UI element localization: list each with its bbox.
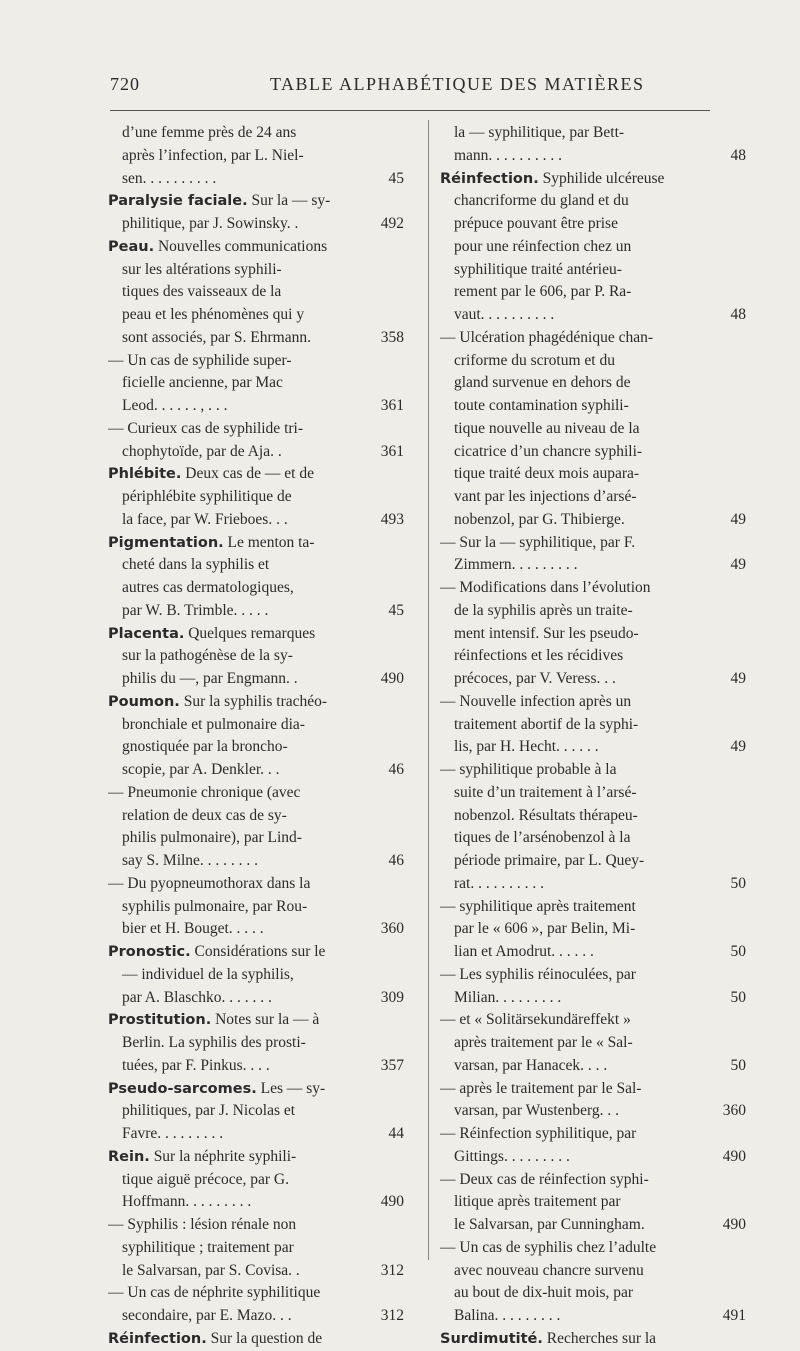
entry-text: le Salvarsan, par S. Covisa. . — [122, 1261, 300, 1279]
entry-text: — Réinfection syphilitique, par — [440, 1125, 637, 1142]
entry-text: varsan, par Hanacek. . . . — [454, 1056, 608, 1074]
entry-headword: Pronostic. — [108, 944, 191, 960]
entry-line: avec nouveau chancre survenu — [454, 1261, 644, 1279]
entry-last-line — [440, 1100, 746, 1123]
entry-text: — Du pyopneumothorax dans la — [108, 874, 311, 892]
entry-line: prépuce pouvant être prise — [454, 215, 618, 232]
entry-last-line — [440, 1305, 746, 1328]
entry-line: sur les altérations syphili- — [122, 260, 282, 278]
entry-line: cheté dans la syphilis et — [122, 556, 270, 574]
page-reference: 360 — [722, 1102, 746, 1120]
entry-last-line — [440, 736, 746, 759]
entry-line: tique traité deux mois aupara- — [454, 465, 640, 483]
entry-line: gland survenue en dehors de — [454, 374, 631, 392]
entry-text: Deux cas de — et de — [181, 465, 314, 483]
page-reference: 45 — [388, 169, 404, 187]
entry-text: Considérations sur le — [190, 943, 326, 960]
page-reference: 361 — [380, 442, 404, 460]
entry-text: secondaire, par E. Mazo. . . — [122, 1307, 292, 1324]
entry-line: après traitement par le « Sal- — [454, 1034, 633, 1051]
entry-first-line — [108, 1328, 404, 1351]
index-entry — [108, 1146, 404, 1214]
index-entry — [440, 1009, 746, 1077]
page-reference: 46 — [388, 761, 404, 778]
entry-first-line — [108, 532, 404, 555]
index-entry — [440, 691, 746, 759]
entry-line: de la syphilis après un traite- — [454, 601, 633, 619]
entry-first-line — [108, 418, 404, 441]
entry-last-line — [108, 918, 404, 941]
index-entry — [440, 964, 746, 1010]
index-entry — [440, 168, 746, 327]
entry-text: Recherches sur la — [542, 1329, 657, 1347]
entry-text: Sur la néphrite syphili- — [149, 1147, 297, 1165]
entry-text: Sur la — sy- — [247, 192, 331, 210]
entry-first-line — [440, 964, 746, 987]
entry-line: cicatrice d’un chancre syphili- — [454, 442, 643, 460]
entry-headword: Pigmentation. — [108, 534, 224, 551]
index-column-right — [440, 122, 746, 1351]
entry-text: bier et H. Bouget. . . . . — [122, 920, 264, 938]
entry-first-line — [440, 691, 746, 714]
entry-last-line — [108, 987, 404, 1010]
entry-text: varsan, par Wustenberg. . . — [454, 1102, 619, 1120]
entry-first-line — [440, 1009, 746, 1032]
entry-last-line — [440, 1055, 746, 1078]
index-entry — [440, 122, 746, 168]
entry-line: nobenzol. Résultats thérapeu- — [454, 806, 638, 824]
entry-text: Gittings. . . . . . . . . — [454, 1147, 570, 1165]
page-title: TABLE ALPHABÉTIQUE DES MATIÈRES — [270, 74, 645, 94]
entry-line: périphlébite syphilitique de — [122, 488, 292, 505]
entry-line: gnostiquée par la broncho- — [122, 738, 288, 756]
index-entry — [440, 1123, 746, 1169]
entry-first-line — [440, 532, 746, 555]
entry-text: Leod. . . . . . , . . . — [122, 397, 228, 414]
entry-first-line — [108, 190, 404, 213]
entry-text: scopie, par A. Denkler. . . — [122, 761, 280, 778]
index-entry — [108, 873, 404, 941]
entry-first-line — [440, 168, 746, 191]
entry-last-line — [440, 1146, 746, 1169]
entry-line: chancriforme du gland et du — [454, 192, 629, 210]
page-reference: 49 — [730, 670, 746, 687]
index-entry — [440, 759, 746, 896]
entry-last-line — [108, 168, 404, 191]
page-reference: 49 — [730, 556, 746, 574]
index-entry — [108, 691, 404, 782]
entry-text: — Un cas de syphilis chez l’adulte — [440, 1238, 657, 1256]
index-entry — [440, 532, 746, 578]
entry-line: d’une femme près de 24 ans — [122, 124, 297, 141]
entry-text: Syphilide ulcéreuse — [538, 169, 665, 187]
page-reference: 312 — [380, 1261, 404, 1279]
entry-text: philitique, par J. Sowinsky. . — [122, 215, 299, 232]
entry-line: tique nouvelle au niveau de la — [454, 419, 640, 437]
entry-headword: Réinfection. — [108, 1330, 207, 1347]
running-header — [110, 74, 710, 98]
entry-text: par W. B. Trimble. . . . . — [122, 601, 269, 619]
entry-first-line — [108, 873, 404, 896]
index-entry — [108, 236, 404, 350]
entry-text: — Syphilis : lésion rénale non — [108, 1216, 297, 1233]
entry-line: ment intensif. Sur les pseudo- — [454, 624, 639, 642]
index-entry — [108, 190, 404, 236]
page-reference: 50 — [730, 943, 746, 960]
page-reference: 361 — [380, 397, 404, 414]
entry-last-line — [108, 1123, 404, 1146]
entry-text: Le menton ta- — [223, 533, 315, 551]
page-reference: 309 — [380, 988, 404, 1006]
index-entry — [108, 1078, 404, 1146]
entry-line: tique aiguë précoce, par G. — [122, 1170, 289, 1188]
entry-text: Balina. . . . . . . . . — [454, 1307, 561, 1324]
entry-first-line — [108, 941, 404, 964]
entry-last-line — [440, 668, 746, 691]
entry-headword: Phlébite. — [108, 466, 182, 483]
entry-last-line — [108, 1055, 404, 1078]
index-entry — [108, 782, 404, 873]
entry-line: vant par les injections d’arsé- — [454, 488, 637, 505]
entry-line: suite d’un traitement à l’arsé- — [454, 783, 637, 801]
index-entry — [108, 1214, 404, 1282]
entry-last-line — [108, 1260, 404, 1283]
index-entry — [440, 1078, 746, 1124]
entry-first-line — [108, 1146, 404, 1169]
index-entry — [440, 896, 746, 964]
entry-line: au bout de dix-huit mois, par — [454, 1284, 634, 1302]
page-reference: 493 — [380, 510, 404, 528]
entry-line: — individuel de la syphilis, — [122, 965, 294, 983]
entry-text: — Un cas de néphrite syphilitique — [108, 1284, 321, 1302]
page-reference: 358 — [380, 328, 404, 346]
entry-last-line — [440, 304, 746, 327]
entry-last-line — [108, 850, 404, 873]
entry-text: sont associés, par S. Ehrmann. — [122, 328, 311, 346]
entry-first-line — [108, 623, 404, 646]
entry-line: philis pulmonaire), par Lind- — [122, 829, 302, 847]
entry-first-line — [108, 1214, 404, 1237]
entry-last-line — [108, 600, 404, 623]
entry-line: litique après traitement par — [454, 1193, 621, 1211]
entry-first-line — [108, 1282, 404, 1305]
entry-last-line — [440, 145, 746, 168]
page-reference: 50 — [730, 1056, 746, 1074]
page-reference: 45 — [388, 601, 404, 619]
entry-line: la — syphilitique, par Bett- — [454, 124, 625, 141]
entry-first-line — [440, 577, 746, 600]
page-number: 720 — [110, 74, 140, 94]
entry-last-line — [440, 873, 746, 896]
entry-line: bronchiale et pulmonaire dia- — [122, 715, 305, 733]
entry-line: relation de deux cas de sy- — [122, 806, 287, 824]
entry-line: tiques de l’arsénobenzol à la — [454, 829, 631, 847]
page-reference: 44 — [388, 1125, 404, 1142]
entry-headword: Prostitution. — [108, 1012, 212, 1029]
index-entry — [440, 327, 746, 532]
column-divider — [428, 120, 429, 1260]
entry-text: rat. . . . . . . . . . — [454, 874, 544, 892]
page-reference: 490 — [380, 670, 404, 687]
entry-text: Zimmern. . . . . . . . . — [454, 556, 578, 574]
page-reference: 49 — [730, 738, 746, 756]
entry-line: syphilitique traité antérieu- — [454, 260, 622, 278]
page-reference: 490 — [380, 1193, 404, 1211]
page-reference: 46 — [388, 852, 404, 869]
entry-first-line — [440, 1078, 746, 1101]
entry-text: — Nouvelle infection après un — [440, 692, 632, 710]
entry-first-line — [440, 1169, 746, 1192]
page-reference: 490 — [722, 1216, 746, 1233]
entry-text: chophytoïde, par de Aja. . — [122, 442, 282, 460]
entry-first-line — [108, 691, 404, 714]
entry-text: lian et Amodrut. . . . . . — [454, 943, 594, 960]
entry-line: syphilitique ; traitement par — [122, 1238, 294, 1256]
entry-last-line — [108, 395, 404, 418]
page-reference: 48 — [730, 306, 746, 323]
entry-first-line — [440, 759, 746, 782]
index-entry — [440, 1237, 746, 1328]
page-reference: 50 — [730, 874, 746, 892]
entry-text: philis du —, par Engmann. . — [122, 670, 298, 687]
page-reference: 492 — [380, 215, 404, 232]
page-reference: 357 — [380, 1056, 404, 1074]
entry-text: Milian. . . . . . . . . — [454, 988, 562, 1006]
index-entry — [108, 1009, 404, 1077]
index-entry — [108, 463, 404, 531]
entry-text: — Un cas de syphilide super- — [108, 351, 292, 369]
index-entry — [440, 577, 746, 691]
entry-headword: Réinfection. — [440, 170, 539, 187]
entry-first-line — [108, 350, 404, 373]
entry-text: Sur la syphilis trachéo- — [179, 692, 328, 710]
entry-last-line — [108, 213, 404, 236]
entry-line: philitiques, par J. Nicolas et — [122, 1102, 296, 1120]
entry-first-line — [440, 1237, 746, 1260]
entry-last-line — [440, 941, 746, 964]
entry-text: Favre. . . . . . . . . — [122, 1125, 224, 1142]
entry-text: lis, par H. Hecht. . . . . . — [454, 738, 599, 756]
entry-headword: Poumon. — [108, 693, 180, 710]
entry-first-line — [440, 896, 746, 919]
index-column-left — [108, 122, 404, 1351]
entry-line: tiques des vaisseaux de la — [122, 283, 282, 301]
entry-line: période primaire, par L. Quey- — [454, 852, 645, 869]
entry-headword: Placenta. — [108, 625, 185, 642]
index-entry — [440, 1169, 746, 1237]
entry-text: — Sur la — syphilitique, par F. — [440, 533, 636, 551]
entry-line: pour une réinfection chez un — [454, 237, 632, 255]
entry-line: rement par le 606, par P. Ra- — [454, 283, 632, 301]
entry-last-line — [440, 1214, 746, 1237]
page-reference: 312 — [380, 1307, 404, 1324]
page-reference: 490 — [722, 1147, 746, 1165]
index-entry — [108, 1282, 404, 1328]
index-entry — [108, 941, 404, 1009]
entry-line: traitement abortif de la syphi- — [454, 715, 639, 733]
entry-text: précoces, par V. Veress. . . — [454, 670, 616, 687]
entry-first-line — [440, 327, 746, 350]
entry-text: Nouvelles communications — [154, 237, 328, 255]
entry-text: — Curieux cas de syphilide tri- — [108, 419, 303, 437]
entry-text: le Salvarsan, par Cunningham. — [454, 1216, 645, 1233]
page-reference: 360 — [380, 920, 404, 938]
entry-headword: Surdimutité. — [440, 1330, 543, 1347]
entry-text: — Deux cas de réinfection syphi- — [440, 1170, 649, 1188]
entry-last-line — [108, 509, 404, 532]
entry-line: toute contamination syphili- — [454, 397, 629, 414]
index-entry — [440, 1328, 746, 1351]
entry-last-line — [440, 509, 746, 532]
entry-text: Hoffmann. . . . . . . . . — [122, 1193, 252, 1211]
entry-last-line — [108, 441, 404, 464]
index-entry — [108, 1328, 404, 1351]
page-reference: 48 — [730, 146, 746, 164]
page-reference: 491 — [722, 1307, 746, 1324]
entry-line: réinfections et les récidives — [454, 647, 624, 665]
entry-text: sen. . . . . . . . . . — [122, 169, 217, 187]
entry-text: par A. Blaschko. . . . . . . — [122, 988, 272, 1006]
header-rule — [110, 110, 710, 111]
entry-text: Notes sur la — à — [211, 1011, 320, 1029]
index-entry — [108, 350, 404, 418]
entry-last-line — [108, 1305, 404, 1328]
entry-line: criforme du scrotum et du — [454, 351, 615, 369]
entry-text: — Pneumonie chronique (avec — [108, 783, 301, 801]
entry-first-line — [440, 1123, 746, 1146]
page-reference: 50 — [730, 988, 746, 1006]
entry-last-line — [108, 327, 404, 350]
entry-text: — et « Solitärsekundäreffekt » — [440, 1011, 631, 1029]
entry-last-line — [108, 668, 404, 691]
entry-text: — syphilitique après traitement — [440, 897, 636, 915]
entry-first-line — [440, 1328, 746, 1351]
entry-text: Les — sy- — [256, 1079, 326, 1097]
entry-text: la face, par W. Frieboes. . . — [122, 510, 288, 528]
entry-headword: Pseudo-sarcomes. — [108, 1080, 257, 1097]
entry-text: — Les syphilis réinoculées, par — [440, 965, 636, 983]
entry-line: peau et les phénomènes qui y — [122, 306, 305, 323]
entry-line: Berlin. La syphilis des prosti- — [122, 1034, 306, 1051]
entry-text: mann. . . . . . . . . . — [454, 146, 563, 164]
index-entry — [108, 532, 404, 623]
entry-headword: Rein. — [108, 1148, 150, 1165]
entry-headword: Paralysie faciale. — [108, 193, 248, 210]
entry-text: nobenzol, par G. Thibierge. — [454, 510, 625, 528]
entry-headword: Peau. — [108, 238, 155, 255]
entry-last-line — [108, 759, 404, 782]
entry-first-line — [108, 463, 404, 486]
entry-text: — syphilitique probable à la — [440, 761, 617, 778]
entry-line: autres cas dermatologiques, — [122, 579, 294, 596]
entry-text: vaut. . . . . . . . . . — [454, 306, 555, 323]
entry-text: say S. Milne. . . . . . . . — [122, 852, 259, 869]
entry-first-line — [108, 1009, 404, 1032]
entry-text: — Ulcération phagédénique chan- — [440, 328, 654, 346]
entry-line: par le « 606 », par Belin, Mi- — [454, 920, 636, 938]
entry-last-line — [440, 554, 746, 577]
page-reference: 49 — [730, 510, 746, 528]
entry-text: Quelques remarques — [184, 624, 316, 642]
entry-text: Sur la question de — [206, 1329, 323, 1347]
entry-first-line — [108, 236, 404, 259]
index-entry — [108, 623, 404, 691]
index-entry — [108, 122, 404, 190]
entry-text: — Modifications dans l’évolution — [440, 579, 651, 596]
entry-line: ficielle ancienne, par Mac — [122, 374, 283, 392]
entry-first-line — [108, 1078, 404, 1101]
entry-first-line — [108, 782, 404, 805]
entry-line: sur la pathogénèse de la sy- — [122, 647, 293, 665]
entry-text: — après le traitement par le Sal- — [440, 1079, 642, 1097]
entry-last-line — [108, 1191, 404, 1214]
entry-last-line — [440, 987, 746, 1010]
entry-text: tuées, par F. Pinkus. . . . — [122, 1056, 270, 1074]
entry-line: après l’infection, par L. Niel- — [122, 146, 304, 164]
index-entry — [108, 418, 404, 464]
entry-line: syphilis pulmonaire, par Rou- — [122, 897, 308, 915]
